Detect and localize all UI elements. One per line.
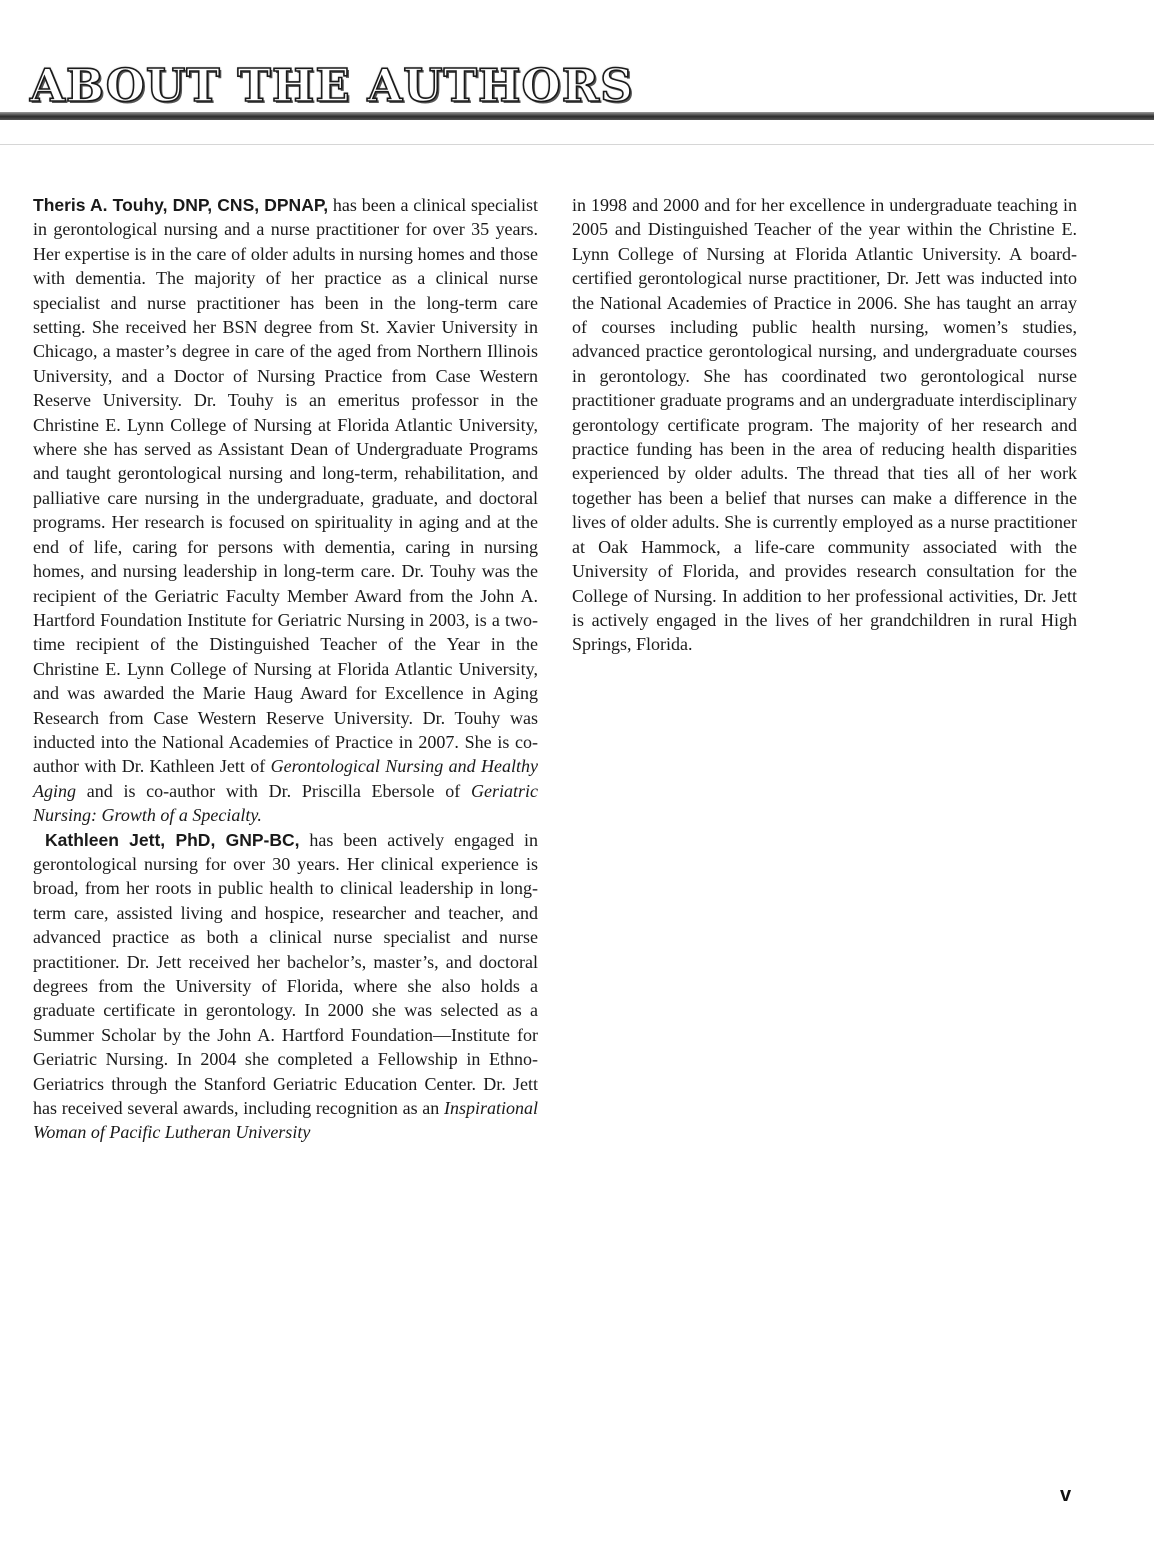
bio-touhy-text-1: has been a clinical specialist in gerontological nursing and a nurse practitioner for over 35 years. Her expertise is in the care of older adults in nursing homes and those with dementia. The majority of her practice as a clinical nurse specialist and nurse practitioner has been in the long-term care setting. She received her BSN degree from St. Xavier University in Chicago, a master’s degree in care of the aged from Northern Illinois University, and a Doctor of Nursing Practice from Case Western Reserve University. Dr. Touhy is an emeritus professor in the Christine E. Lynn College of Nursing at Florida Atlantic University, where she has served as Assistant Dean of Undergraduate Programs and taught gerontological nursing and long-term, rehabilitation, and palliative care nursing in the undergraduate, graduate, and doctoral programs. Her research is focused on spirituality in aging and at the end of life, caring for persons with dementia, caring in nursing homes, and nursing leadership in long-term care. Dr. Touhy was the recipient of the Geriatric Faculty Member Award from the John A. Hartford Foundation Institute for Geriatric Nursing in 2003, is a two-time recipient of the Distinguished Teacher of the Year in the Christine E. Lynn College of Nursing at Florida Atlantic University, and was awarded the Marie Haug Award for Excellence in Aging Research from Case Western Reserve University. Dr. Touhy was inducted into the National Academies of Practice in 2007. She is co-author with Dr. Kathleen Jett of	[33, 195, 538, 777]
book-title-gerontological-nursing: Gerontological Nursing and Healthy Aging	[33, 756, 538, 801]
page-number: v	[1060, 1484, 1072, 1506]
bio-jett	[33, 828, 538, 1145]
right-column	[572, 193, 1077, 657]
left-column	[33, 193, 538, 1145]
page-title: ABOUT THE AUTHORS	[30, 59, 634, 112]
bio-jett-continued	[572, 193, 1077, 657]
header-subrule	[0, 144, 1154, 145]
bio-jett-text-1: has been actively engaged in gerontological nursing for over 30 years. Her clinical experience is broad, from her roots in public health to clinical leadership in long-term care, assisted living and hospice, researcher and teacher, and advanced practice as both a clinical nurse specialist and nurse practitioner. Dr. Jett received her bachelor’s, master’s, and doctoral degrees from the University of Florida, where she also holds a graduate certificate in gerontology. In 2000 she was selected as a Summer Scholar by the John A. Hartford Foundation—Institute for Geriatric Nursing. In 2004 she completed a Fellowship in Ethno-Geriatrics through the Stanford Geriatric Education Center. Dr. Jett has received several awards, including recognition as an	[33, 829, 538, 1119]
award-title-inspirational-woman: Inspirational Woman of Pacific Lutheran University	[33, 1098, 538, 1143]
page-header	[0, 56, 1154, 126]
author-name-jett: Kathleen Jett, PhD, GNP-BC,	[45, 829, 300, 850]
bio-jett-text-2: in 1998 and 2000 and for her excellence in undergraduate teaching in 2005 and Distinguished Teacher of the year within the Christine E. Lynn College of Nursing at Florida Atlantic University. A board-certified gerontological nurse practitioner, Dr. Jett was inducted into the National Academies of Practice in 2006. She has taught an array of courses including public health nursing, women’s studies, advanced practice gerontological nursing, and undergraduate courses in gerontology. She has coordinated two gerontological nurse practitioner graduate programs and an undergraduate interdisciplinary gerontology certificate program. The majority of her research and practice funding has been in the area of reducing health disparities experienced by older adults. The thread that ties all of her work together has been a belief that nurses can make a difference in the lives of older adults. She is currently employed as a nurse practitioner at Oak Hammock, a life-care community associated with the University of Florida, and provides research consultation for the College of Nursing. In addition to her professional activities, Dr. Jett is actively engaged in the lives of her grandchildren in rural High Springs, Florida.	[572, 195, 1077, 655]
author-name-touhy: Theris A. Touhy, DNP, CNS, DPNAP,	[33, 195, 329, 215]
bio-touhy	[33, 193, 538, 828]
bio-touhy-text-2: and is co-author with Dr. Priscilla Ebersole of	[76, 780, 471, 801]
header-rule	[0, 112, 1154, 120]
book-title-geriatric-nursing: Geriatric Nursing: Growth of a Specialty.	[33, 780, 538, 826]
